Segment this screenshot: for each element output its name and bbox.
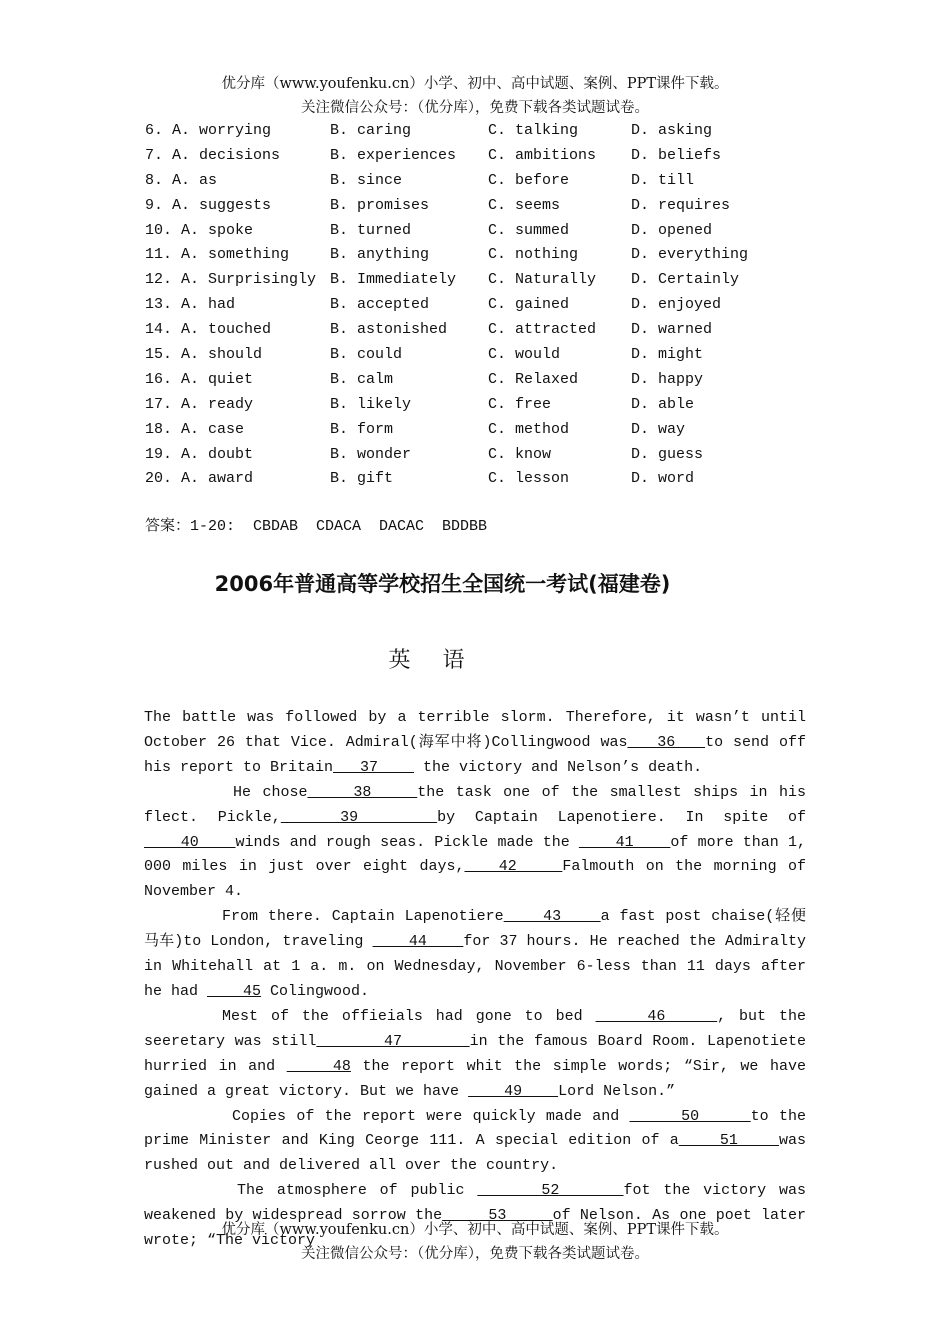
option-row	[145, 169, 845, 194]
option-row	[145, 243, 845, 268]
option-row	[145, 194, 845, 219]
question-number-and-option-a	[145, 243, 289, 268]
option-b: B. calm	[330, 370, 394, 388]
blank-46: 46	[595, 1007, 718, 1025]
option-c: C. free	[488, 395, 552, 413]
option-c: C. gained	[488, 296, 570, 314]
option-d: D. happy	[631, 370, 704, 388]
question-number: 13.	[145, 296, 173, 314]
option-c: C. nothing	[488, 246, 579, 264]
option-d: D. word	[631, 470, 695, 488]
option-row	[145, 418, 845, 443]
option-a: A. as	[172, 171, 218, 189]
blank-48: 48	[286, 1057, 351, 1075]
passage-paragraph-6: The atmosphere of public 52 fot the victory was weakened by widespread sorrow the 53 of Nelson. As one poet later wrote; “The victory	[144, 1182, 806, 1250]
footer-line-1: 优分库（www.youfenku.cn）小学、初中、高中试题、案例、PPT课件下载。	[221, 1222, 729, 1238]
option-b: B. since	[330, 171, 403, 189]
option-c: C. before	[488, 171, 570, 189]
question-number: 12.	[145, 271, 173, 289]
option-a: A. should	[181, 346, 263, 364]
question-number-and-option-a	[145, 368, 253, 393]
blank-51: 51	[678, 1132, 779, 1150]
option-b: B. caring	[330, 122, 412, 139]
option-b: B. likely	[330, 395, 412, 413]
question-number: 15.	[145, 346, 173, 364]
blank-50: 50	[629, 1107, 751, 1125]
option-row	[145, 318, 845, 343]
option-c: C. would	[488, 346, 561, 364]
page-header	[0, 72, 950, 120]
option-a: A. ready	[181, 395, 254, 413]
question-number-and-option-a	[145, 418, 244, 443]
option-d: D. guess	[631, 445, 704, 463]
question-number: 9.	[145, 196, 164, 214]
option-b: B. astonished	[330, 321, 448, 339]
blank-41: 41	[578, 833, 671, 851]
question-number-and-option-a	[145, 467, 253, 492]
question-number-and-option-a	[145, 393, 253, 418]
option-row	[145, 268, 845, 293]
question-number: 8.	[145, 171, 164, 189]
option-a: A. case	[181, 420, 245, 438]
option-b: B. gift	[330, 470, 394, 488]
question-number-and-option-a	[145, 194, 271, 219]
question-number-and-option-a	[145, 343, 262, 368]
option-d: D. able	[631, 395, 695, 413]
question-number: 11.	[145, 246, 173, 264]
answer-key: 答案：1-20: CBDAB CDACA DACAC BDDBB	[145, 518, 488, 535]
footer-line-2: 关注微信公众号：（优分库），免费下载各类试题试卷。	[301, 1246, 649, 1262]
option-b: B. experiences	[330, 146, 457, 164]
option-a: A. decisions	[172, 146, 281, 164]
exam-title: 2006年普通高等学校招生全国统一考试(福建卷)	[214, 572, 671, 596]
option-row	[145, 443, 845, 468]
option-d: D. till	[631, 171, 695, 189]
passage-paragraph-1: The battle was followed by a terrible slorm. Therefore, it wasn’t until October 26 that Vice. Admiral(海军中将)Collingwood was 36 to send off his report to Britain 37 the victory and Nelson’s death.	[144, 709, 806, 776]
option-a: A. quiet	[181, 370, 254, 388]
option-b: B. Immediately	[330, 271, 457, 289]
question-number: 6.	[145, 122, 164, 139]
option-c: C. know	[488, 445, 552, 463]
blank-43: 43	[503, 908, 601, 926]
passage-paragraph-3: From there. Captain Lapenotiere 43 a fast post chaise(轻便马车)to London, traveling 44 for 37 hours. He reached the Admiralty in Whitehall at 1 a. m. on Wednesday, November 6-less than 11 days after he had 45 Colingwood.	[144, 908, 806, 1000]
question-number-and-option-a	[145, 293, 235, 318]
blank-42: 42	[464, 858, 563, 876]
option-a: A. worrying	[172, 122, 272, 139]
option-d: D. might	[631, 346, 704, 364]
blank-49: 49	[468, 1082, 559, 1100]
option-a: A. award	[181, 470, 254, 488]
option-a: A. suggests	[172, 196, 272, 214]
option-row	[145, 393, 845, 418]
blank-40: 40	[144, 833, 236, 851]
question-number-and-option-a	[145, 144, 280, 169]
blank-38: 38	[307, 783, 418, 801]
option-a: A. had	[181, 296, 236, 314]
option-c: C. Relaxed	[488, 370, 579, 388]
option-d: D. way	[631, 420, 686, 438]
option-c: C. lesson	[488, 470, 570, 488]
header-line-2: 关注微信公众号：（优分库），免费下载各类试题试卷。	[301, 100, 649, 116]
question-number: 19.	[145, 445, 173, 463]
blank-39: 39	[280, 808, 438, 826]
option-c: C. summed	[488, 221, 570, 239]
option-d: D. warned	[631, 321, 713, 339]
passage-paragraph-4: Mest of the offieials had gone to bed 46 , but the seeretary was still 47 in the famous Board Room. Lapenotiete hurried in and 48 the report whit the simple words; “Sir, we have gained a great victory. But we have 49 Lord Nelson.”	[144, 1007, 807, 1100]
question-number-and-option-a	[145, 443, 253, 468]
option-d: D. opened	[631, 221, 713, 239]
page-footer	[0, 1218, 950, 1266]
option-c: C. method	[488, 420, 570, 438]
blank-45: 45	[207, 982, 262, 1000]
option-b: B. form	[330, 420, 394, 438]
question-number-and-option-a	[145, 318, 271, 343]
option-d: D. Certainly	[631, 271, 740, 289]
blank-52: 52	[477, 1182, 624, 1200]
answer-options-list	[145, 119, 845, 492]
question-number-and-option-a	[145, 219, 253, 244]
option-b: B. turned	[330, 221, 412, 239]
option-b: B. promises	[330, 196, 430, 214]
option-c: C. ambitions	[488, 146, 597, 164]
question-number: 20.	[145, 470, 173, 488]
blank-53: 53	[442, 1207, 553, 1225]
option-c: C. seems	[488, 196, 561, 214]
blank-44: 44	[372, 933, 464, 951]
option-b: B. wonder	[330, 445, 412, 463]
blank-36: 36	[627, 733, 706, 751]
option-row	[145, 293, 845, 318]
blank-37: 37	[333, 758, 415, 776]
question-number: 17.	[145, 395, 173, 413]
option-a: A. spoke	[181, 221, 254, 239]
question-number: 10.	[145, 221, 173, 239]
option-c: C. talking	[488, 122, 579, 139]
option-b: B. could	[330, 346, 403, 364]
option-d: D. asking	[631, 122, 713, 139]
header-line-1: 优分库（www.youfenku.cn）小学、初中、高中试题、案例、PPT课件下载。	[221, 76, 729, 92]
blank-47: 47	[316, 1032, 470, 1050]
option-row	[145, 119, 845, 144]
passage-paragraph-2: He chose 38 the task one of the smallest ships in his flect. Pickle, 39 by Captain Lapenotiere. In spite of 40 winds and rough seas. Pickle made the 41 of more than 1, 000 miles in just over eight days, 42 Falmouth on the morning of November 4.	[144, 783, 807, 901]
question-number-and-option-a	[145, 169, 217, 194]
option-b: B. accepted	[330, 296, 430, 314]
option-row	[145, 343, 845, 368]
option-row	[145, 144, 845, 169]
option-row	[145, 368, 845, 393]
question-number: 16.	[145, 370, 173, 388]
option-row	[145, 219, 845, 244]
option-c: C. attracted	[488, 321, 597, 339]
question-number: 14.	[145, 321, 173, 339]
option-b: B. anything	[330, 246, 430, 264]
subject-title: 英语	[388, 648, 497, 673]
passage-paragraph-5: Copies of the report were quickly made and 50 to the prime Minister and King Ceorge 111. A special edition of a 51 was rushed out and delivered all over the country.	[144, 1107, 806, 1175]
option-a: A. Surprisingly	[181, 271, 317, 289]
option-d: D. everything	[631, 246, 749, 264]
option-a: A. something	[181, 246, 290, 264]
question-number-and-option-a	[145, 119, 271, 144]
question-number: 7.	[145, 146, 164, 164]
option-d: D. enjoyed	[631, 296, 722, 314]
option-row	[145, 467, 845, 492]
option-a: A. doubt	[181, 445, 254, 463]
question-number: 18.	[145, 420, 173, 438]
question-number-and-option-a	[145, 268, 316, 293]
cloze-passage	[144, 706, 806, 1254]
option-a: A. touched	[181, 321, 272, 339]
option-d: D. requires	[631, 196, 731, 214]
option-d: D. beliefs	[631, 146, 722, 164]
option-c: C. Naturally	[488, 271, 597, 289]
